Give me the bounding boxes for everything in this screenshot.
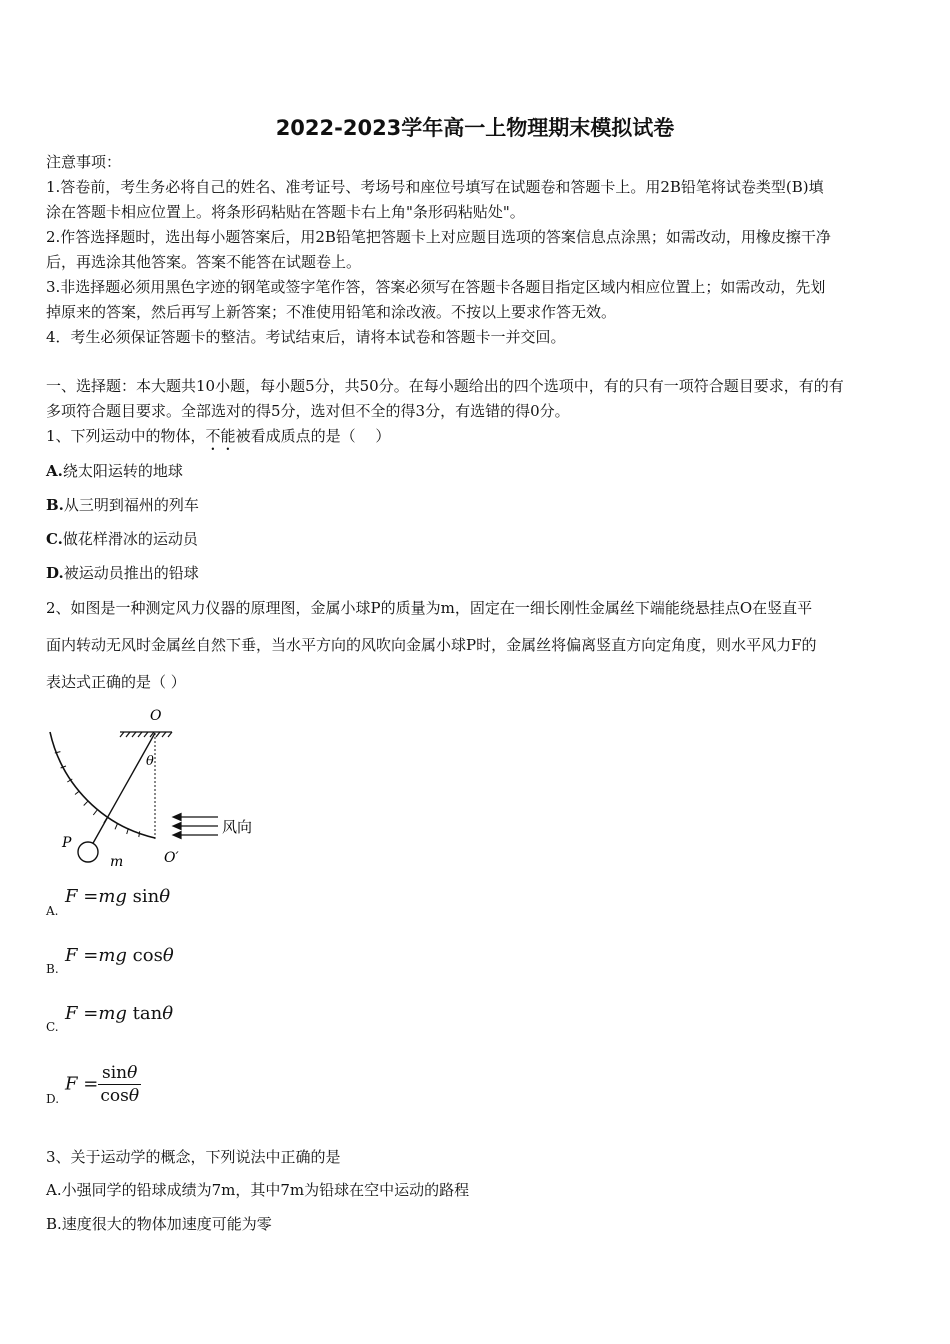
q3-option-b[interactable] <box>46 1214 272 1234</box>
page-title: 2022-2023学年高一上物理期末模拟试卷 <box>275 116 675 140</box>
label-p: P <box>62 835 72 851</box>
section-heading: 一、选择题：本大题共10小题，每小题5分，共50分。在每小题给出的四个选项中，有的只有一项符合题目要求，有的有 <box>46 377 844 395</box>
formula-d: F = $\frac{\sin\theta}{\cos\theta}$ <box>65 1063 140 1106</box>
label-o: O <box>150 708 162 724</box>
formula-b: F =mg cosθ <box>65 945 174 966</box>
q1-option-b[interactable] <box>46 495 199 515</box>
label-m: m <box>110 854 124 870</box>
notice-line: 1.答卷前，考生务必将自己的姓名、准考证号、考场号和座位号填写在试题卷和答题卡上。用2B铅笔将试卷类型(B)填 <box>46 178 824 196</box>
option-text: 绕太阳运转的地球 <box>62 462 183 480</box>
question-2-stem-line: 2、如图是一种测定风力仪器的原理图，金属小球P的质量为m，固定在一细长刚性金属丝下端能绕悬挂点O在竖直平 <box>46 599 813 617</box>
option-text: 速度很大的物体加速度可能为零 <box>61 1215 272 1233</box>
formula-c: F =mg tanθ <box>65 1003 174 1024</box>
question-2-stem-line: 表达式正确的是（ ） <box>46 673 186 691</box>
q1-stem-emphasis: 不能 <box>205 427 236 445</box>
q1-stem-before: 1、下列运动中的物体， <box>46 427 206 445</box>
question-3-stem: 3、关于运动学的概念，下列说法中正确的是 <box>46 1148 341 1166</box>
option-letter: B. <box>46 496 64 514</box>
section-heading-cont: 多项符合题目要求。全部选对的得5分，选对但不全的得3分，有选错的得0分。 <box>46 402 570 420</box>
option-text: 被运动员推出的铅球 <box>63 564 199 582</box>
arc-ticks <box>55 752 140 837</box>
question-2-stem-line: 面内转动无风时金属丝自然下垂，当水平方向的风吹向金属小球P时，金属丝将偏离竖直方向定角度，则水平风力F的 <box>46 636 817 654</box>
option-letter: C. <box>46 530 63 548</box>
option-letter: D. <box>46 564 64 582</box>
notice-line: 掉原来的答案，然后再写上新答案；不准使用铅笔和涂改液。不按以上要求作答无效。 <box>46 303 617 321</box>
option-letter: A. <box>46 1181 62 1199</box>
fraction-denominator: cosθ <box>100 1086 140 1106</box>
notice-line: 后，再选涂其他答案。答案不能答在试题卷上。 <box>46 253 362 271</box>
ceiling-hatch <box>120 732 172 737</box>
notice-line: 2.作答选择题时，选出每小题答案后，用2B铅笔把答题卡上对应题目选项的答案信息点涂黑；如需改动，用橡皮擦干净 <box>46 228 831 246</box>
notice-heading: 注意事项： <box>46 153 122 171</box>
arc-scale <box>50 732 155 838</box>
q1-option-a[interactable] <box>46 461 183 481</box>
option-letter: A. <box>46 904 59 918</box>
q1-option-d[interactable] <box>46 563 199 583</box>
option-text: 从三明到福州的列车 <box>63 496 199 514</box>
q1-stem-after: 被看成质点的是（ ） <box>235 427 391 445</box>
metal-ball <box>78 842 98 862</box>
option-letter: B. <box>46 962 59 976</box>
option-letter: C. <box>46 1020 59 1034</box>
fraction <box>98 1062 141 1107</box>
metal-wire <box>92 733 155 845</box>
fraction-numerator: sinθ <box>98 1062 141 1085</box>
label-o-prime: O′ <box>164 850 179 866</box>
option-letter: D. <box>46 1092 60 1106</box>
label-wind-direction: 风向 <box>222 818 253 836</box>
q3-option-a[interactable] <box>46 1180 469 1200</box>
option-text: 做花样滑冰的运动员 <box>62 530 198 548</box>
notice-line: 3.非选择题必须用黑色字迹的钢笔或签字笔作答，答案必须写在答题卡各题目指定区域内相应位置上；如需改动，先划 <box>46 278 826 296</box>
notice-line: 涂在答题卡相应位置上。将条形码粘贴在答题卡右上角"条形码粘贴处"。 <box>46 203 525 221</box>
formula-a: F =mg sinθ <box>65 886 171 907</box>
option-letter: B. <box>46 1215 62 1233</box>
wind-force-diagram <box>40 700 280 875</box>
q1-option-c[interactable] <box>46 529 198 549</box>
label-theta: θ <box>146 754 154 769</box>
option-letter: A. <box>46 462 63 480</box>
wind-arrows <box>173 814 218 839</box>
notice-line: 4．考生必须保证答题卡的整洁。考试结束后，请将本试卷和答题卡一并交回。 <box>46 328 566 346</box>
question-1-stem <box>46 426 906 454</box>
option-text: 小强同学的铅球成绩为7m，其中7m为铅球在空中运动的路程 <box>61 1181 470 1199</box>
